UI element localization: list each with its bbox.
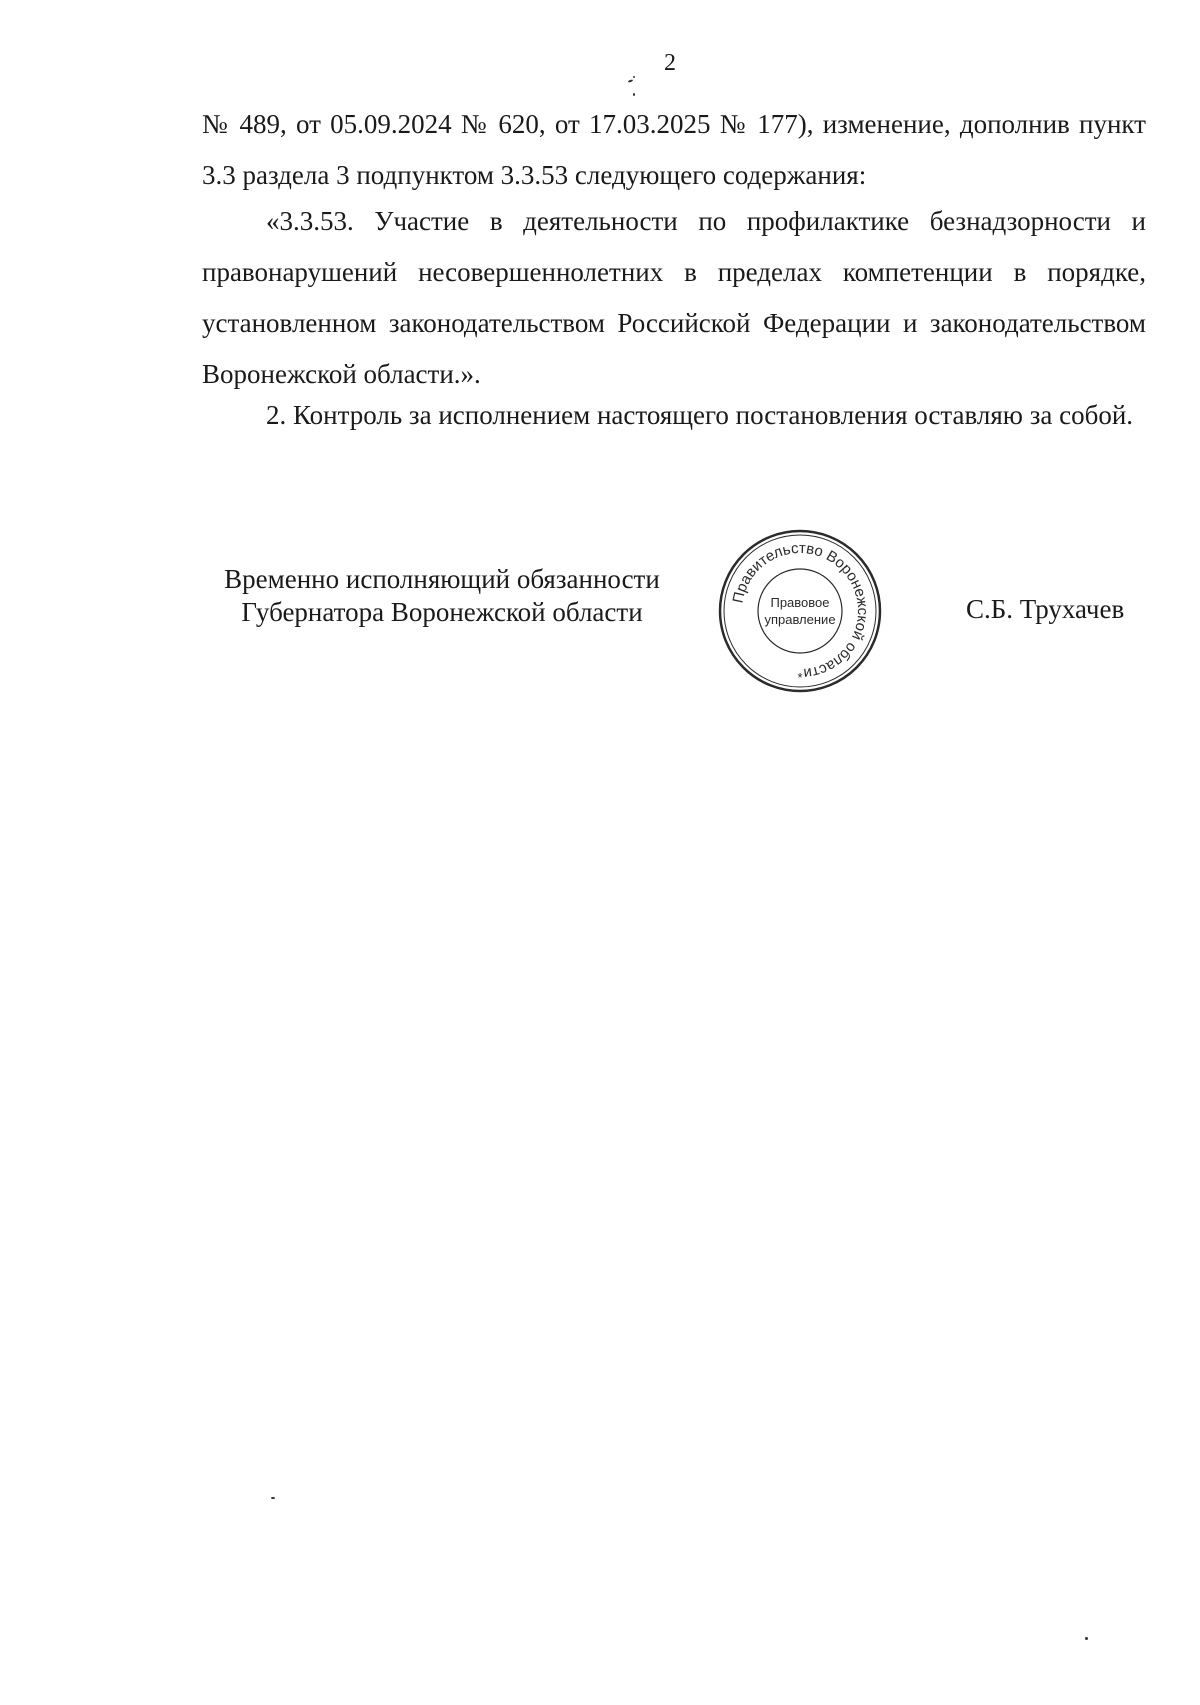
signatory-position bbox=[212, 563, 672, 629]
page-number: 2 bbox=[664, 50, 676, 76]
seal-outer-text: Правительство Воронежской области bbox=[729, 539, 872, 682]
seal-graphic bbox=[716, 527, 884, 695]
seal-center-line-2: управление bbox=[764, 612, 836, 627]
paragraph-text: «3.3.53. Участие в деятельности по профилактике безнадзорности и правонарушений несовершеннолетних в пределах компетенции в порядке, установленном законодательством Российской Федерации и законодательством Воронежской области.». bbox=[202, 206, 1146, 389]
seal-center-ring bbox=[758, 569, 842, 653]
scan-speck bbox=[628, 79, 633, 83]
paragraph-continuation bbox=[202, 99, 1146, 201]
official-seal bbox=[716, 527, 884, 695]
paragraph-text: № 489, от 05.09.2024 № 620, от 17.03.2025 № 177), изменение, дополнив пункт 3.3 раздела 3 подпунктом 3.3.53 следующего содержания: bbox=[202, 109, 1146, 190]
scan-speck bbox=[271, 1497, 275, 1499]
paragraph-text: 2. Контроль за исполнением настоящего постановления оставляю за собой. bbox=[266, 400, 1134, 430]
scan-speck bbox=[633, 76, 635, 78]
signatory-position-line-1: Временно исполняющий обязанности bbox=[224, 564, 660, 594]
signatory-name: С.Б. Трухачев bbox=[966, 594, 1125, 624]
signatory-position-line-2: Губернатора Воронежской области bbox=[241, 597, 643, 627]
paragraph-new-subclause bbox=[202, 196, 1146, 400]
scan-speck bbox=[1085, 1637, 1088, 1640]
seal-star-mark: * bbox=[797, 670, 803, 685]
seal-inner-ring bbox=[724, 535, 876, 687]
seal-center-line-1: Правовое bbox=[770, 595, 830, 610]
scan-speck bbox=[633, 93, 635, 96]
paragraph-control-clause bbox=[202, 390, 1146, 441]
